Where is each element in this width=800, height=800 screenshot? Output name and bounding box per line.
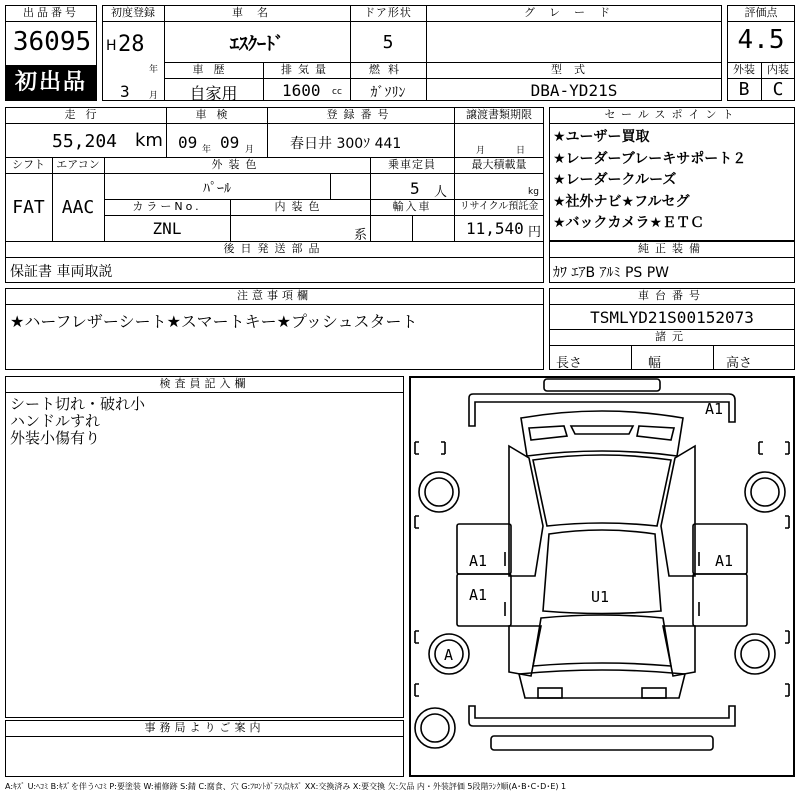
- inspector-note: ハンドルすれ: [10, 412, 101, 430]
- equipment-list: ｶﾜ ｴｱB ｱﾙﾐ PS PW: [553, 265, 670, 281]
- chassis-label: 車台番号: [638, 289, 706, 302]
- inspector-notes: [10, 396, 400, 447]
- damage-mark-front-right: A1: [705, 400, 724, 418]
- inspection-month: 09: [220, 133, 240, 152]
- damage-mark-roof: U1: [591, 588, 610, 606]
- registration-number: 春日井 300ｿ 441: [290, 136, 402, 152]
- door-type: 5: [382, 32, 394, 53]
- inspector-label: 検査員記入欄: [159, 377, 250, 390]
- model-label: 型式: [551, 63, 597, 76]
- int-color-unit: 系: [354, 228, 368, 243]
- inspector-note: 外装小傷有り: [10, 429, 101, 447]
- history: 自家用: [189, 84, 238, 103]
- mileage: 55,204: [52, 131, 118, 152]
- inspection-label: 車検: [195, 108, 238, 121]
- lot-number-label: 出品番号: [23, 6, 79, 19]
- mileage-unit: km: [135, 130, 163, 151]
- chassis-number: TSMLYD21S00152073: [590, 308, 754, 327]
- displacement-label: 排気量: [281, 63, 332, 76]
- later-parts: 保証書 車両取説: [10, 264, 113, 280]
- first-listing-text: 初出品: [14, 70, 87, 95]
- car-name-label: 車名: [232, 6, 282, 19]
- mileage-label: 走行: [64, 108, 107, 121]
- int-color-label: 内装色: [274, 200, 326, 213]
- first-listing-badge: [5, 65, 97, 101]
- transfer-month-unit: 月: [476, 146, 486, 156]
- registration-label: 登録番号: [326, 108, 395, 121]
- sales-points-label: セールスポイント: [604, 108, 740, 121]
- transfer-deadline-label: 譲渡書類期限: [466, 108, 532, 121]
- shift: FAT: [12, 197, 45, 218]
- history-label: 車歴: [192, 63, 235, 76]
- ext-color: ﾊﾟｰﾙ: [203, 181, 231, 197]
- recycle-unit: 円: [528, 225, 542, 240]
- recycle-label: リサイクル預託金: [459, 201, 539, 212]
- caution-label: 注意事項欄: [237, 289, 312, 302]
- equipment-label: 純正装備: [638, 242, 706, 255]
- ext-color-label: 外装色: [211, 158, 263, 171]
- height-label: 高さ: [726, 356, 753, 371]
- inspection-month-unit: 月: [245, 145, 255, 155]
- damage-mark-left-rear-door: A1: [469, 586, 488, 604]
- legend-text: A:ｷｽﾞ U:ﾍｺﾐ B:ｷｽﾞを伴うﾍｺﾐ P:要塗装 W:補修跡 S:錆 C:腐食、穴 G:ﾌﾛﾝﾄｶﾞﾗｽ点ｷｽﾞ XX:交換済み X:要交換 欠:欠品 内・外装評価 5段階ﾗﾝｸ順(A･B･C･D･E) 1: [5, 782, 567, 791]
- later-parts-label: 後日発送部品: [223, 242, 326, 255]
- max-load-unit: kg: [528, 187, 539, 197]
- first-reg-year: 28: [118, 32, 145, 57]
- aircon-label: エアコン: [56, 158, 100, 171]
- capacity-label: 乗車定員: [388, 158, 436, 171]
- interior-grade: C: [772, 79, 784, 100]
- shift-label: シフト: [12, 158, 45, 171]
- fuel: ｶﾞｿﾘﾝ: [370, 85, 406, 101]
- first-reg-label: 初度登録: [111, 6, 155, 19]
- month-unit: 月: [149, 91, 159, 101]
- sales-point-item: ★バックカメラ★ＥＴＣ: [553, 215, 705, 231]
- capacity-unit: 人: [434, 185, 448, 200]
- transfer-day-unit: 日: [516, 146, 526, 156]
- sales-points-list: [553, 127, 793, 235]
- model-code: DBA-YD21S: [530, 81, 618, 100]
- inspection-year-unit: 年: [202, 145, 212, 155]
- specs-label: 諸元: [655, 330, 689, 343]
- car-name: ｴｽｸｰﾄﾞ: [230, 34, 284, 55]
- year-unit: 年: [149, 65, 159, 75]
- interior-label: 内装: [767, 63, 789, 76]
- rating: 4.5: [737, 25, 785, 55]
- exterior-grade: B: [738, 79, 750, 100]
- rating-label: 評価点: [744, 6, 778, 19]
- displacement-unit: cc: [332, 87, 342, 97]
- width-label: 幅: [648, 356, 662, 371]
- sales-point-item: ★ユーザー買取: [553, 129, 650, 145]
- recycle-deposit: 11,540: [466, 219, 524, 238]
- car-damage-diagram: [409, 376, 795, 777]
- office-label: 事務局よりご案内: [144, 721, 265, 734]
- inspection-year: 09: [178, 133, 198, 152]
- sales-point-item: ★レーダーブレーキサポート２: [553, 150, 747, 167]
- caution-notes: ★ハーフレザーシート★スマートキー★プッシュスタート: [10, 312, 418, 331]
- sales-point-item: ★レーダークルーズ: [553, 172, 677, 188]
- door-label: ドア形状: [364, 6, 412, 19]
- damage-mark-left-rear-wheel: A: [444, 646, 454, 664]
- damage-mark-right-front-door: A1: [715, 552, 734, 570]
- inspector-note: シート切れ・破れ小: [10, 395, 146, 413]
- capacity: 5: [410, 179, 420, 198]
- damage-mark-left-front-door: A1: [469, 552, 488, 570]
- first-reg-month: 3: [120, 82, 130, 101]
- color-no-label: カラーNo.: [132, 200, 202, 213]
- fuel-label: 燃料: [369, 63, 407, 76]
- exterior-label: 外装: [733, 63, 755, 76]
- length-label: 長さ: [556, 356, 583, 371]
- era: H: [106, 38, 117, 54]
- import-label: 輸入車: [392, 200, 432, 213]
- sales-point-item: ★社外ナビ★フルセグ: [553, 193, 690, 210]
- displacement: 1600: [282, 81, 321, 100]
- color-no: ZNL: [152, 219, 182, 238]
- max-load-label: 最大積載量: [471, 158, 527, 171]
- lot-number: 36095: [12, 27, 92, 57]
- grade-label: グレード: [524, 6, 624, 19]
- aircon: AAC: [61, 197, 95, 218]
